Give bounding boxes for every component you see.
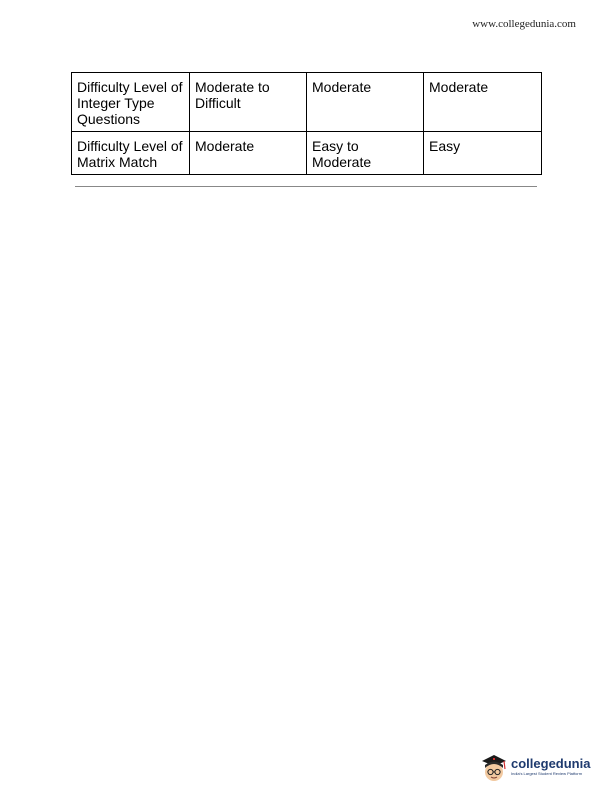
table-row: [72, 73, 542, 132]
table-cell: Easy to Moderate: [307, 132, 424, 175]
table-cell: Difficulty Level of Matrix Match: [72, 132, 190, 175]
table-cell: Moderate: [190, 132, 307, 175]
horizontal-rule: [75, 186, 537, 187]
table-cell: Difficulty Level of Integer Type Questions: [72, 73, 190, 132]
table-cell: Moderate to Difficult: [190, 73, 307, 132]
mascot-icon: [478, 752, 510, 784]
table-cell: Easy: [424, 132, 542, 175]
table-cell: Moderate: [424, 73, 542, 132]
logo-tagline: India's Largest Student Review Platform: [511, 771, 583, 776]
collegedunia-logo: [478, 752, 598, 784]
table-row: [72, 132, 542, 175]
table-cell: Moderate: [307, 73, 424, 132]
header-url: www.collegedunia.com: [472, 18, 576, 30]
logo-name: collegedunia: [511, 756, 591, 771]
difficulty-table: [71, 72, 542, 175]
